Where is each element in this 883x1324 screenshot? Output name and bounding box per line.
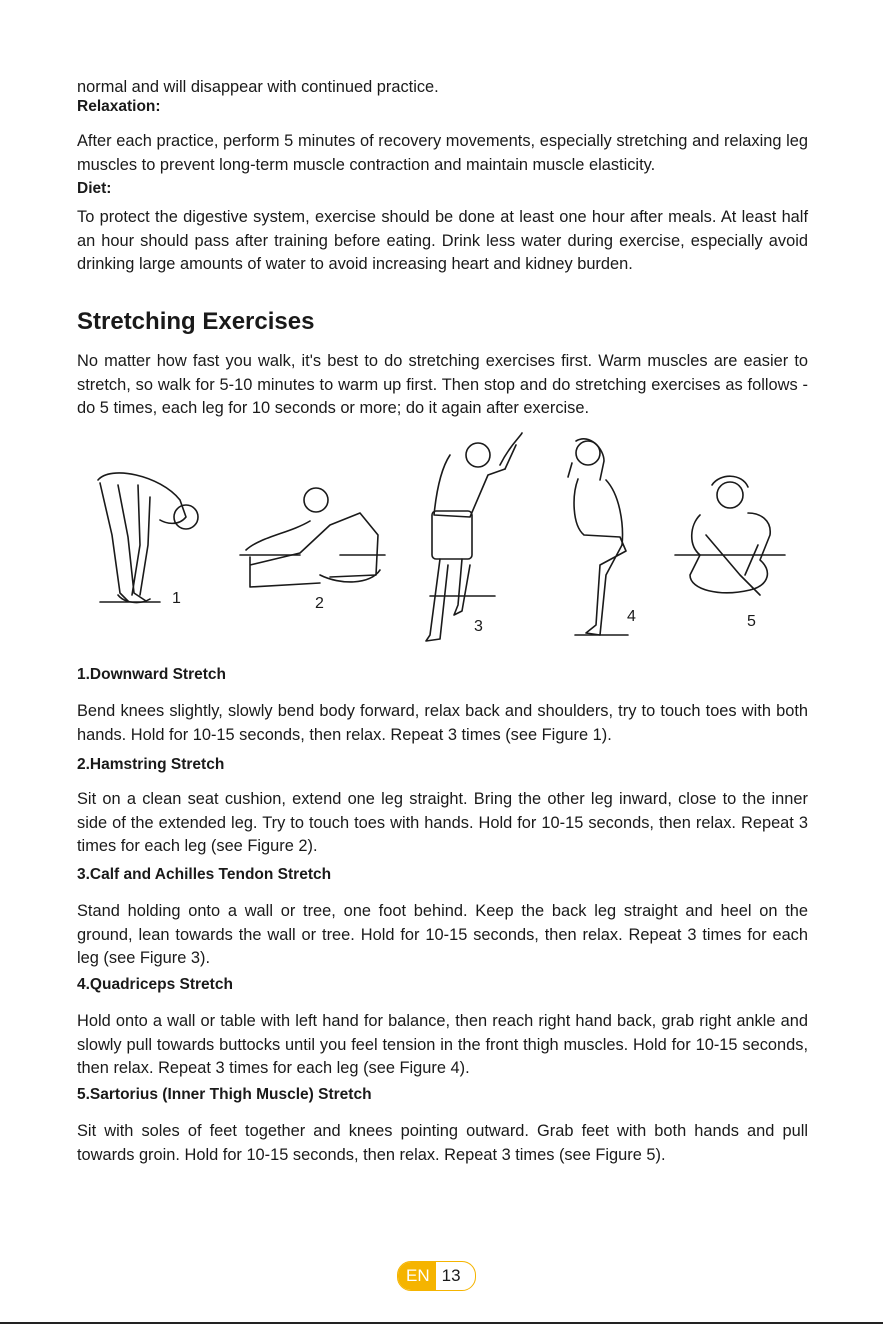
figure-2-number: 2 (315, 595, 324, 612)
relaxation-text: After each practice, perform 5 minutes of recovery movements, especially stretching and relaxing leg muscles to prevent long-term muscle contraction and maintain muscle elasticity. (77, 132, 808, 174)
language-label: EN (398, 1262, 436, 1290)
figure-4-number: 4 (627, 608, 636, 625)
page-number: 13 (441, 1266, 461, 1285)
diet-text: To protect the digestive system, exercise should be done at least one hour after meals. At least half an hour should pass after training before eating. Drink less water during exercise, especially avoid drinking large amounts of water to avoid increasing heart and kidney burden. (77, 208, 808, 273)
figure-1-downward-stretch (98, 473, 198, 603)
figure-1-number: 1 (172, 590, 181, 607)
intro-tail-text: normal and will disappear with continued practice. (77, 78, 439, 96)
stretching-intro-text: No matter how fast you walk, it's best to do stretching exercises first. Warm muscles are easier to stretch, so walk for 5-10 minutes to warm up first. Then stop and do stretching exercises as follows - do 5 times, each leg for 10 seconds or more; do it again after exercise. (77, 352, 808, 417)
figure-2-hamstring-stretch (240, 488, 385, 587)
figure-4-quadriceps-stretch (568, 439, 636, 635)
section-4-text: Hold onto a wall or table with left hand for balance, then reach right hand back, grab right ankle and slowly pull towards buttocks until you feel tension in the front thigh muscles. Hold for 10-15 seconds, then relax. Repeat 3 times for each leg (see Figure 4). (77, 1012, 808, 1077)
section-4-heading: 4.Quadriceps Stretch (77, 976, 233, 993)
stretching-title: Stretching Exercises (77, 308, 315, 335)
figure-5-sartorius-stretch (675, 476, 785, 630)
stretching-figures-illustration (0, 425, 883, 650)
page-number-badge (397, 1261, 476, 1291)
section-2-text: Sit on a clean seat cushion, extend one leg straight. Bring the other leg inward, close to the inner side of the extended leg. Try to touch toes with hands. Hold for 10-15 seconds, then relax. Repeat 3 times for each leg (see Figure 2). (77, 790, 808, 855)
section-5-text: Sit with soles of feet together and knees pointing outward. Grab feet with both hands and pull towards groin. Hold for 10-15 seconds, then relax. Repeat 3 times (see Figure 5). (77, 1122, 808, 1164)
figure-3-calf-stretch (426, 433, 522, 641)
section-3-text: Stand holding onto a wall or tree, one foot behind. Keep the back leg straight and heel on the ground, lean towards the wall or tree. Hold for 10-15 seconds, then relax. Repeat 3 times for each leg (see Figure 3). (77, 902, 808, 967)
section-1-heading: 1.Downward Stretch (77, 666, 226, 683)
section-2-heading: 2.Hamstring Stretch (77, 756, 225, 773)
relaxation-heading: Relaxation: (77, 98, 161, 115)
section-5-heading: 5.Sartorius (Inner Thigh Muscle) Stretch (77, 1086, 372, 1103)
figure-3-number: 3 (474, 618, 483, 635)
diet-heading: Diet: (77, 180, 112, 197)
figure-5-number: 5 (747, 613, 756, 630)
section-1-text: Bend knees slightly, slowly bend body forward, relax back and shoulders, try to touch toes with both hands. Hold for 10-15 seconds, then relax. Repeat 3 times (see Figure 1). (77, 702, 808, 744)
section-3-heading: 3.Calf and Achilles Tendon Stretch (77, 866, 332, 883)
